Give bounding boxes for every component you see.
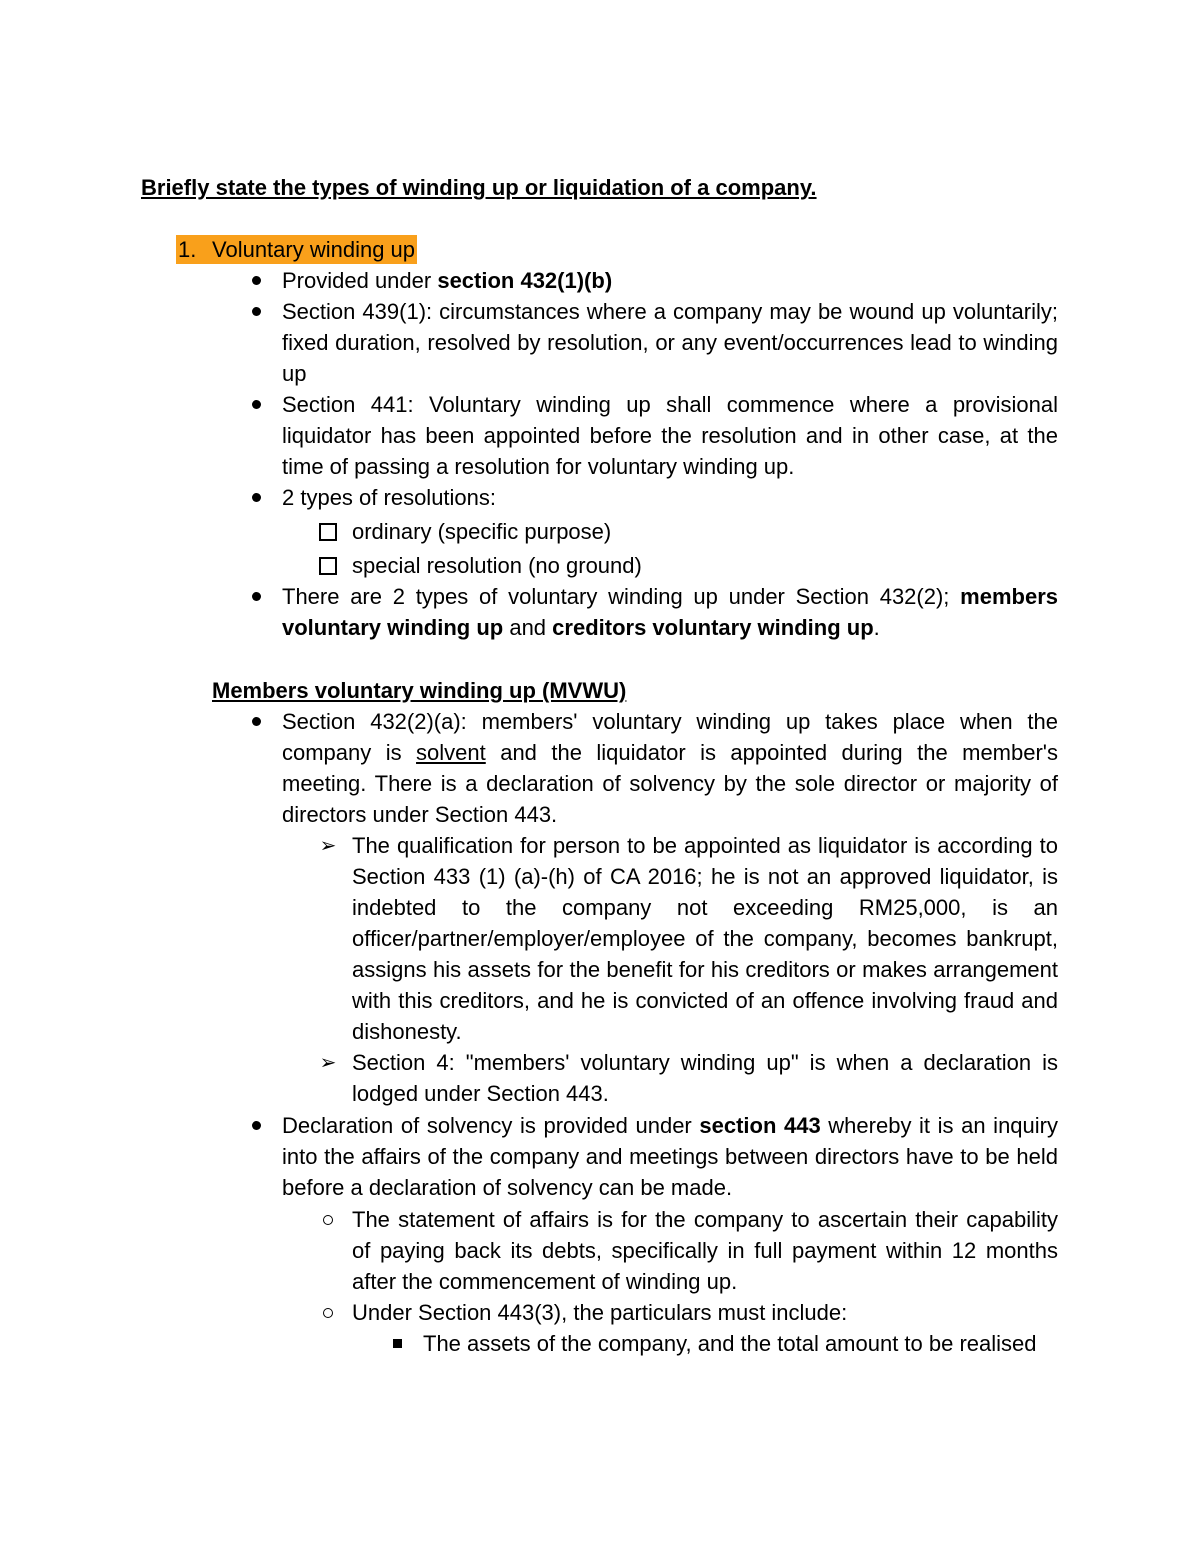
bullet-disc-icon <box>244 296 268 327</box>
bullet-disc-icon <box>244 389 268 420</box>
list-item: 2 types of resolutions: <box>282 482 1058 513</box>
list-item: The assets of the company, and the total amount to be realised <box>423 1328 1058 1359</box>
list-item: The statement of affairs is for the company to ascertain their capability of paying back its debts, specifically in full payment within 12 months after the commencement of winding up. <box>352 1204 1058 1297</box>
document-title: Briefly state the types of winding up or liquidation of a company. <box>141 175 817 200</box>
list-item: Declaration of solvency is provided under section 443 whereby it is an inquiry into the affairs of the company and meetings between directors have to be held before a declaration of solvency can be made. <box>282 1110 1058 1203</box>
heading-text: Voluntary winding up <box>212 237 416 262</box>
list-item: Section 432(2)(a): members' voluntary winding up takes place when the company is solvent and the liquidator is appointed during the member's meeting. There is a declaration of solvency by the sole director or majority of directors under Section 443. <box>282 706 1058 830</box>
arrowhead-bullet-icon: ➢ <box>319 833 337 857</box>
arrowhead-bullet-icon: ➢ <box>319 1050 337 1074</box>
list-item: ordinary (specific purpose) <box>352 516 1058 547</box>
bullet-disc-icon <box>244 1110 268 1141</box>
checkbox-icon <box>316 550 340 581</box>
checkbox-icon <box>316 516 340 547</box>
bullet-disc-icon <box>244 482 268 513</box>
list-item: Provided under section 432(1)(b) <box>282 265 1058 296</box>
bullet-disc-icon <box>244 581 268 612</box>
list-item: special resolution (no ground) <box>352 550 1058 581</box>
bullet-circle-icon <box>316 1204 340 1235</box>
list-item: Section 441: Voluntary winding up shall commence where a provisional liquidator has been appointed before the resolution and in other case, at the time of passing a resolution for voluntary winding up. <box>282 389 1058 482</box>
bullet-disc-icon <box>244 706 268 737</box>
bullet-square-icon <box>385 1328 409 1359</box>
numbered-heading-voluntary-winding-up <box>176 235 417 264</box>
list-item: Section 439(1): circumstances where a company may be wound up voluntarily; fixed duration, resolved by resolution, or any event/occurrences lead to winding up <box>282 296 1058 389</box>
list-item: ➢ The qualification for person to be appointed as liquidator is according to Section 433 (1) (a)-(h) of CA 2016; he is not an approved liquidator, is indebted to the company not exceeding RM25,000, is an officer/partner/employer/employee of the company, becomes bankrupt, assigns his assets for the benefit for his creditors or makes arrangement with this creditors, and he is convicted of an offence involving fraud and dishonesty. <box>352 830 1058 1047</box>
list-item: Under Section 443(3), the particulars must include: <box>352 1297 1058 1328</box>
list-item: ➢ Section 4: "members' voluntary winding up" is when a declaration is lodged under Section 443. <box>352 1047 1058 1109</box>
bullet-circle-icon <box>316 1297 340 1328</box>
section-heading-mvwu: Members voluntary winding up (MVWU) <box>212 678 627 703</box>
list-number: 1. <box>178 237 197 262</box>
bullet-disc-icon <box>244 265 268 296</box>
list-item: There are 2 types of voluntary winding up under Section 432(2); members voluntary winding up and creditors voluntary winding up. <box>282 581 1058 643</box>
